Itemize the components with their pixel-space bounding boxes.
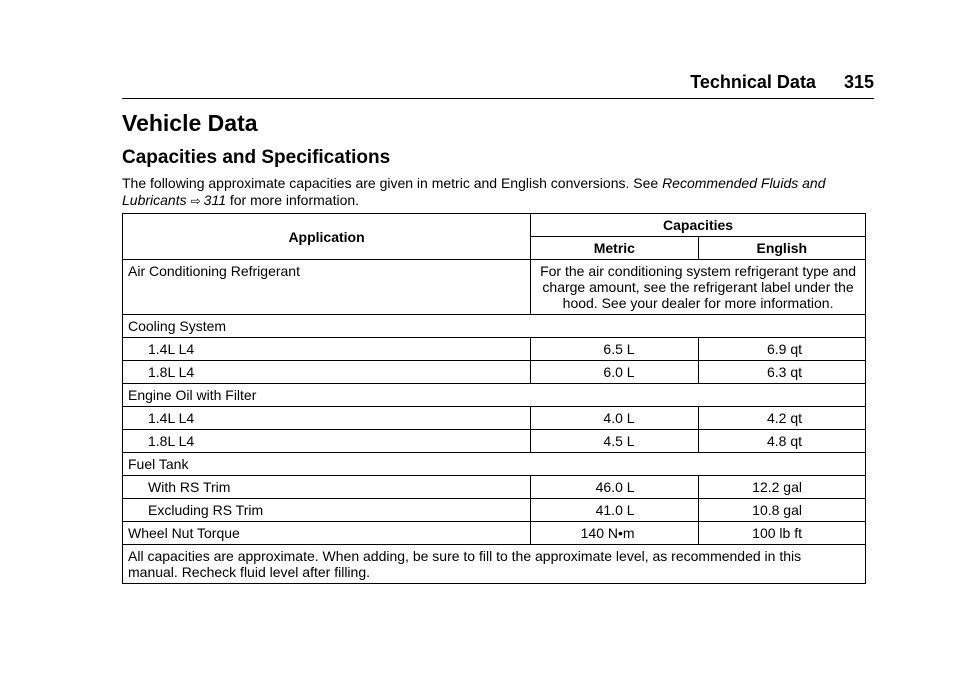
english-value: 4.8 qt bbox=[698, 430, 865, 453]
section-row bbox=[123, 315, 866, 338]
intro-text-end: for more information. bbox=[225, 192, 360, 208]
english-value: 6.9 qt bbox=[698, 338, 865, 361]
header-divider bbox=[122, 98, 874, 99]
table-row bbox=[123, 260, 866, 315]
metric-value: 140 N•m bbox=[531, 522, 698, 545]
reference-arrow-icon: ⇨ bbox=[190, 194, 201, 208]
english-value: 100 lb ft bbox=[698, 522, 865, 545]
section-heading: Capacities and Specifications bbox=[122, 147, 391, 168]
table-header-row bbox=[123, 214, 866, 237]
table-row bbox=[123, 522, 866, 545]
trim-name: With RS Trim bbox=[123, 476, 531, 499]
table-footer-row bbox=[123, 545, 866, 584]
table-row bbox=[123, 499, 866, 522]
reference-link[interactable]: Recommended Fluids and Lubricants bbox=[122, 175, 826, 208]
section-row bbox=[123, 453, 866, 476]
page-reference[interactable]: 311 bbox=[203, 192, 226, 208]
section-title: Technical Data bbox=[690, 72, 816, 92]
header-english: English bbox=[698, 237, 865, 260]
table-row bbox=[123, 430, 866, 453]
page-header bbox=[122, 72, 874, 96]
english-value: 12.2 gal bbox=[698, 476, 865, 499]
row-label-ac: Air Conditioning Refrigerant bbox=[123, 260, 531, 315]
section-label-fuel: Fuel Tank bbox=[123, 453, 866, 476]
table-footnote: All capacities are approximate. When adding, be sure to fill to the approximate level, as recommended in this manual. Recheck fluid level after filling. bbox=[123, 545, 866, 584]
page-number: 315 bbox=[843, 72, 874, 92]
section-label-oil: Engine Oil with Filter bbox=[123, 384, 866, 407]
page-title: Vehicle Data bbox=[122, 110, 258, 136]
section-row bbox=[123, 384, 866, 407]
table-row bbox=[123, 338, 866, 361]
english-value: 10.8 gal bbox=[698, 499, 865, 522]
engine-name: 1.4L L4 bbox=[123, 407, 531, 430]
metric-value: 4.5 L bbox=[531, 430, 698, 453]
metric-value: 46.0 L bbox=[531, 476, 698, 499]
header-metric: Metric bbox=[531, 237, 698, 260]
intro-text: The following approximate capacities are given in metric and English conversions. See bbox=[122, 175, 663, 191]
english-value: 4.2 qt bbox=[698, 407, 865, 430]
table-row bbox=[123, 476, 866, 499]
ac-note: For the air conditioning system refrigerant type and charge amount, see the refrigerant label under the hood. See your dealer for more information. bbox=[531, 260, 866, 315]
metric-value: 6.0 L bbox=[531, 361, 698, 384]
row-label-torque: Wheel Nut Torque bbox=[123, 522, 531, 545]
capacities-table bbox=[122, 213, 866, 584]
engine-name: 1.8L L4 bbox=[123, 430, 531, 453]
header-capacities: Capacities bbox=[531, 214, 866, 237]
table-row bbox=[123, 361, 866, 384]
engine-name: 1.4L L4 bbox=[123, 338, 531, 361]
table-row bbox=[123, 407, 866, 430]
header-application: Application bbox=[123, 214, 531, 260]
english-value: 6.3 qt bbox=[698, 361, 865, 384]
metric-value: 41.0 L bbox=[531, 499, 698, 522]
engine-name: 1.8L L4 bbox=[123, 361, 531, 384]
intro-paragraph bbox=[122, 175, 862, 210]
metric-value: 4.0 L bbox=[531, 407, 698, 430]
trim-name: Excluding RS Trim bbox=[123, 499, 531, 522]
section-label-cooling: Cooling System bbox=[123, 315, 866, 338]
metric-value: 6.5 L bbox=[531, 338, 698, 361]
